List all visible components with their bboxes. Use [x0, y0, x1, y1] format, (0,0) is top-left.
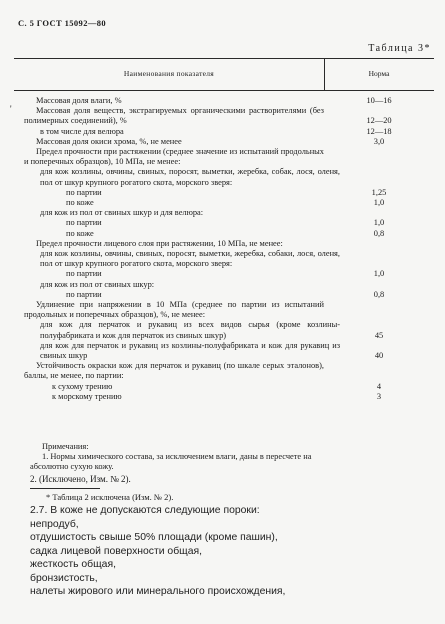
notes: [30, 442, 430, 473]
section-2-7-heading: 2.7. В коже не допускаются следующие пороки:: [30, 505, 260, 516]
indicator-name: к морскому трению: [52, 391, 122, 401]
indicator-name: для кож для перчаток и рукавиц из всех видов сырья (кроме козлины-полуфабриката и кож для перчаток из свиных шкур): [40, 320, 340, 340]
table-row: [14, 127, 434, 137]
table-3: [14, 58, 434, 458]
defect-item: непродуб,: [30, 518, 79, 530]
table-row: [14, 382, 434, 392]
table-row: [14, 208, 434, 218]
table-body: [14, 96, 434, 402]
table-top-rule: [14, 58, 434, 59]
column-header-name: Наименования показателя: [123, 69, 215, 78]
norm-value: 4: [376, 381, 382, 391]
indicator-name: по партии: [66, 218, 102, 228]
indicator-name: по коже: [66, 228, 94, 238]
section-2-7: [30, 504, 285, 599]
norm-value: 1,0: [373, 198, 385, 208]
indicator-name: для кож козлины, овчины, свиных, поросят, выметки, жеребка, собаки, лося, оленя, пол от шкур крупного рогатого скота, морского зверя:: [40, 249, 340, 269]
table-row: [14, 361, 434, 381]
defect-item: садка лицевой поверхности общая,: [30, 545, 203, 557]
norm-value: 0,8: [373, 228, 385, 238]
table-header-rule: [14, 90, 434, 91]
table-row: [14, 96, 434, 106]
table-row: [14, 147, 434, 167]
indicator-name: для кож из пол от свиных шкур:: [40, 279, 155, 289]
norm-value: 1,0: [373, 218, 385, 228]
table-row: [14, 137, 434, 147]
indicator-name: Удлинение при напряжении в 10 МПа (среднее по партии из испытаний продольных и поперечных образцов), %, не менее:: [24, 300, 324, 320]
indicator-name: Предел прочности при растяжении (среднее значение из испытаний продольных и поперечных образцов), 10 МПа, не менее:: [24, 147, 324, 167]
table-row: [14, 341, 434, 361]
indicator-name: по коже: [66, 198, 94, 208]
defect-item: отдушистость свыше 50% площади (кроме пашин),: [30, 532, 278, 543]
notes-title: Примечания:: [42, 442, 89, 451]
norm-value: 1,25: [371, 187, 387, 197]
table-row: [14, 229, 434, 239]
indicator-name: для кож для перчаток и рукавиц из козлины-полуфабриката и кож для рукавиц из свиных шкур: [40, 340, 340, 361]
indicator-name: Предел прочности лицевого слоя при растяжении, 10 МПа, не менее:: [36, 238, 283, 248]
table-row: [14, 239, 434, 249]
table-row: [14, 280, 434, 290]
page-header: С. 5 ГОСТ 15092—80: [18, 18, 107, 28]
table-row: [14, 392, 434, 402]
item-2-excluded: 2. (Исключено, Изм. № 2).: [30, 474, 131, 484]
note-1-continued: абсолютно сухую кожу.: [30, 462, 114, 472]
indicator-name: по партии: [66, 289, 102, 299]
margin-mark: ': [10, 104, 12, 114]
norm-value: 12—18: [366, 126, 392, 136]
footnote: * Таблица 2 исключена (Изм. № 2).: [46, 492, 174, 502]
norm-value: 40: [374, 351, 384, 361]
norm-value: 45: [374, 330, 384, 340]
table-row: [14, 290, 434, 300]
note-1: 1. Нормы химического состава, за исключением влаги, даны в пересчете на: [42, 452, 312, 462]
indicator-name: Массовая доля влаги, %: [36, 96, 122, 105]
table-row: [14, 320, 434, 340]
indicator-name: в том числе для велюра: [40, 126, 124, 136]
norm-value: 0,8: [373, 289, 385, 299]
table-caption: Таблица 3*: [368, 43, 431, 54]
indicator-name: Устойчивость окраски кож для перчаток и рукавиц (по шкале серых эталонов), баллы, не менее, по партии:: [24, 361, 324, 381]
indicator-name: по партии: [66, 187, 102, 197]
indicator-name: Массовая доля окиси хрома, %, не менее: [36, 136, 182, 146]
norm-value: 3,0: [373, 136, 385, 146]
indicator-name: для кож из пол от свиных шкур и для велюра:: [40, 208, 204, 218]
column-header-norm: Норма: [368, 69, 390, 78]
defect-item: жесткость общая,: [30, 559, 116, 570]
indicator-name: для кож козлины, овчины, свиных, поросят, выметки, жеребка, собак, лося, оленя, пол от шкур крупного рогатого скота, морского зверя:: [40, 167, 340, 187]
defect-item: налеты жирового или минерального происхождения,: [30, 586, 286, 597]
table-row: [14, 198, 434, 208]
table-row: [14, 249, 434, 269]
norm-value: 10—16: [366, 96, 392, 105]
table-row: [14, 300, 434, 320]
table-row: [14, 269, 434, 279]
norm-value: 3: [376, 391, 382, 401]
table-row: [14, 218, 434, 228]
indicator-name: к сухому трению: [52, 381, 113, 391]
table-row: [14, 167, 434, 187]
norm-value: 1,0: [373, 269, 385, 279]
table-row: [14, 188, 434, 198]
footnote-rule: [30, 488, 100, 489]
norm-value: 12—20: [366, 116, 392, 126]
table-row: [14, 106, 434, 126]
indicator-name: Массовая доля веществ, экстрагируемых органическими растворителями (без полимерных соединений), %: [24, 106, 324, 126]
indicator-name: по партии: [66, 269, 102, 279]
defect-item: бронзистость,: [30, 572, 98, 584]
